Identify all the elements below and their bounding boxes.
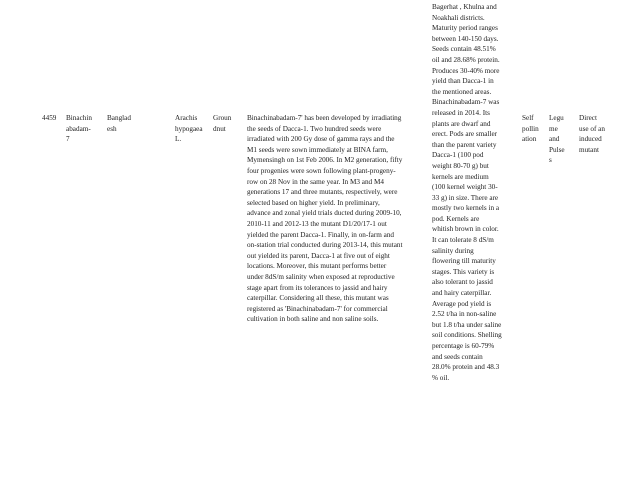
breeding-method: Direct use of an induced mutant bbox=[579, 114, 605, 154]
crop-name: Groun dnut bbox=[213, 114, 232, 133]
crop-family: Legu me and Pulse s bbox=[549, 114, 565, 165]
country: Banglad esh bbox=[107, 114, 131, 133]
species-name: Arachis hypogaea L. bbox=[175, 114, 203, 144]
variety-name: Binachin abadam- 7 bbox=[66, 114, 92, 144]
pollination-type: Self pollin ation bbox=[522, 114, 539, 144]
variety-characteristics: Bagerhat , Khulna and Noakhali districts. Maturity period ranges between 140-150 days. Seeds contain 48.51% oil and 28.68% protein. Produces 30-40% more yield than Dacca-1 in the mentioned areas. Binachinabadam-7 was released in 2014. Its plants are dwarf and erect. Pods are smaller than the parent variety Dacca-1 (100 pod weight 80-70 g) but kernels are medium (100 kernel weight 30- 33 g) in size. There are mostly two kernels in a pod. Kernels are whitish brown in color. It can tolerate 8 dS/m salinity during flowering till maturity stages. This variety is also tolerant to jassid and hairy caterpillar. Average pod yield is 2.52 t/ha in non-saline but 1.8 t/ha under saline soil conditions. Shelling percentage is 60-79% and seeds contain 28.0% protein and 48.3 % oil. bbox=[432, 3, 502, 382]
record-id: 4459 bbox=[42, 114, 57, 122]
development-description: Binachinabadam-7' has been developed by irradiating the seeds of Dacca-1. Two hundred seeds were irradiated with 200 Gy dose of gamma rays and the M1 seeds were sown immediately at BINA farm, Mymensingh on 1st Feb 2006. In M2 generation, fifty four progenies were sown following plant-progeny- row on 28 Nov in the same year. In M3 and M4 generations 17 and three mutants, respectively, were selected based on higher yield. In preliminary, advance and zonal yield trials ducted during 2009-10, 2010-11 and 2012-13 the mutant D1/20/17-1 out yielded the parent Dacca-1. Finally, in on-farm and on-station trial conducted during 2013-14, this mutant out yielded its parent, Dacca-1 at five out of eight locations. Moreover, this mutant performs better under 8dS/m salinity when exposed at reproductive stage apart from its tolerances to jassid and hairy caterpillar. Considering all these, this mutant was registered as 'Binachinabadam-7' for commercial cultivation in both saline and non saline soils. bbox=[247, 114, 403, 324]
